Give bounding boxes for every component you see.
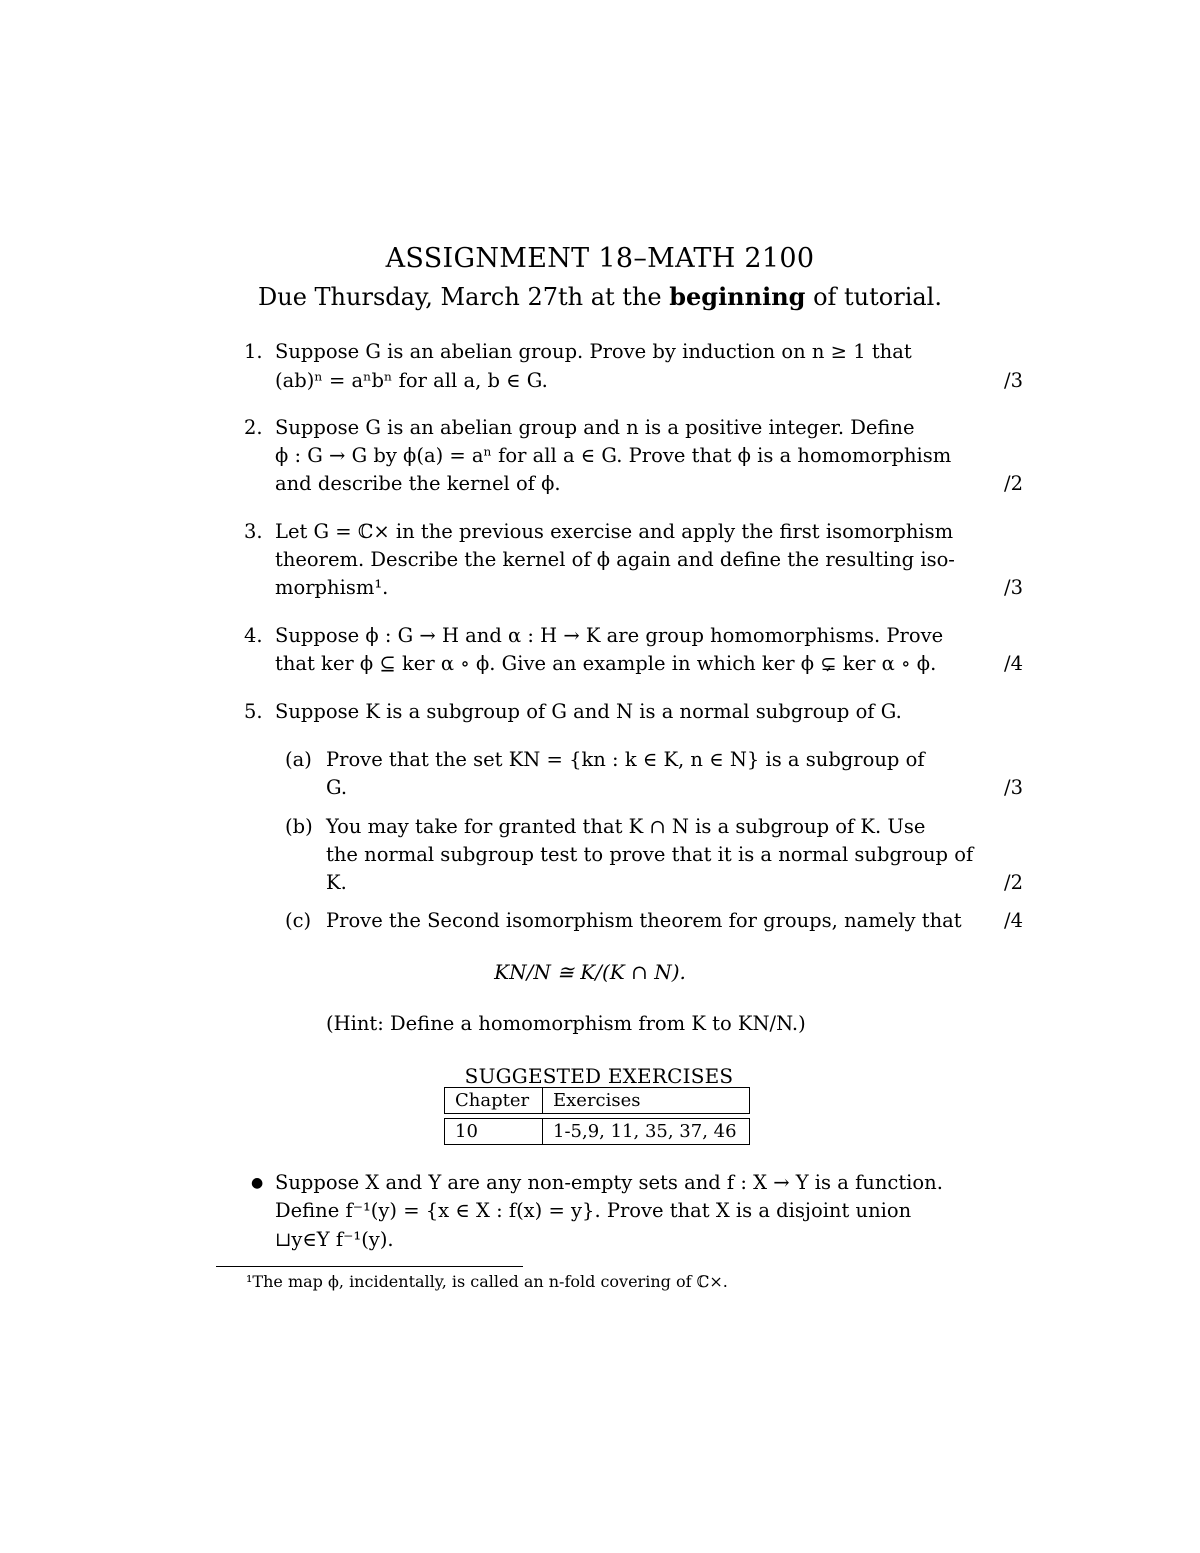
table-cell-exercises: 1-5,9, 11, 35, 37, 46 bbox=[543, 1119, 750, 1145]
problem-2-marks: /2 bbox=[1004, 472, 1023, 495]
second-isomorphism-equation: KN/N ≅ K/(K ∩ N). bbox=[494, 960, 686, 984]
problem-3-line-2: theorem. Describe the kernel of ϕ again and define the resulting iso- bbox=[275, 548, 955, 571]
bullet-line-2: Define f⁻¹(y) = {x ∈ X : f(x) = y}. Prove that X is a disjoint union bbox=[275, 1199, 912, 1222]
due-date-subtitle bbox=[0, 282, 1200, 311]
table-row bbox=[445, 1119, 750, 1145]
problem-4-number: 4. bbox=[244, 624, 263, 647]
problem-2-number: 2. bbox=[244, 416, 263, 439]
table-header-chapter: Chapter bbox=[445, 1088, 543, 1114]
subtitle-text-end: of tutorial. bbox=[805, 283, 942, 311]
table-header-row bbox=[445, 1088, 750, 1114]
problem-3-number: 3. bbox=[244, 520, 263, 543]
problem-1-number: 1. bbox=[244, 340, 263, 363]
suggested-exercises-table bbox=[444, 1087, 750, 1145]
subpart-a-marks: /3 bbox=[1004, 776, 1023, 799]
subpart-b-line-3: K. bbox=[326, 871, 347, 894]
footnote-rule bbox=[216, 1266, 523, 1267]
table-cell-chapter: 10 bbox=[445, 1119, 543, 1145]
subpart-a-line-2: G. bbox=[326, 776, 348, 799]
hint-text: (Hint: Define a homomorphism from K to KN/N.) bbox=[326, 1012, 806, 1035]
subpart-c-line-1: Prove the Second isomorphism theorem for groups, namely that bbox=[326, 909, 962, 932]
suggested-exercises-title: SUGGESTED EXERCISES bbox=[464, 1064, 734, 1088]
bullet-line-3: ⊔y∈Y f⁻¹(y). bbox=[275, 1228, 394, 1251]
problem-3-line-3: morphism¹. bbox=[275, 576, 389, 599]
subpart-b-marks: /2 bbox=[1004, 871, 1023, 894]
problem-2-line-3: and describe the kernel of ϕ. bbox=[275, 472, 561, 495]
subtitle-text-start: Due Thursday, March 27th at the bbox=[258, 283, 670, 311]
problem-2-line-2: ϕ : G → G by ϕ(a) = aⁿ for all a ∈ G. Prove that ϕ is a homomorphism bbox=[275, 444, 952, 467]
bullet-icon: ● bbox=[251, 1175, 264, 1191]
subpart-a-label: (a) bbox=[285, 748, 312, 771]
problem-1-line-2: (ab)ⁿ = aⁿbⁿ for all a, b ∈ G. bbox=[275, 369, 548, 392]
problem-5-line-1: Suppose K is a subgroup of G and N is a normal subgroup of G. bbox=[275, 700, 902, 723]
footnote-text: ¹The map ϕ, incidentally, is called an n-fold covering of ℂ×. bbox=[246, 1272, 728, 1291]
problem-4-line-2: that ker ϕ ⊆ ker α ∘ ϕ. Give an example in which ker ϕ ⊊ ker α ∘ ϕ. bbox=[275, 652, 937, 675]
bullet-line-1: Suppose X and Y are any non-empty sets and f : X → Y is a function. bbox=[275, 1171, 943, 1194]
problem-4-line-1: Suppose ϕ : G → H and α : H → K are group homomorphisms. Prove bbox=[275, 624, 944, 647]
problem-5-number: 5. bbox=[244, 700, 263, 723]
subpart-b-line-1: You may take for granted that K ∩ N is a subgroup of K. Use bbox=[326, 815, 926, 838]
page-title: ASSIGNMENT 18–MATH 2100 bbox=[385, 243, 815, 274]
subpart-b-line-2: the normal subgroup test to prove that it is a normal subgroup of bbox=[326, 843, 974, 866]
problem-3-line-1: Let G = ℂ× in the previous exercise and apply the first isomorphism bbox=[275, 520, 954, 543]
subpart-c-marks: /4 bbox=[1004, 909, 1023, 932]
subpart-a-line-1: Prove that the set KN = {kn : k ∈ K, n ∈ N} is a subgroup of bbox=[326, 748, 925, 771]
problem-4-marks: /4 bbox=[1004, 652, 1023, 675]
subpart-b-label: (b) bbox=[285, 815, 313, 838]
problem-2-line-1: Suppose G is an abelian group and n is a positive integer. Define bbox=[275, 416, 915, 439]
problem-1-line-1: Suppose G is an abelian group. Prove by induction on n ≥ 1 that bbox=[275, 340, 912, 363]
subpart-c-label: (c) bbox=[285, 909, 312, 932]
table-header-exercises: Exercises bbox=[543, 1088, 750, 1114]
problem-1-marks: /3 bbox=[1004, 369, 1023, 392]
subtitle-bold-word: beginning bbox=[669, 282, 806, 311]
problem-3-marks: /3 bbox=[1004, 576, 1023, 599]
